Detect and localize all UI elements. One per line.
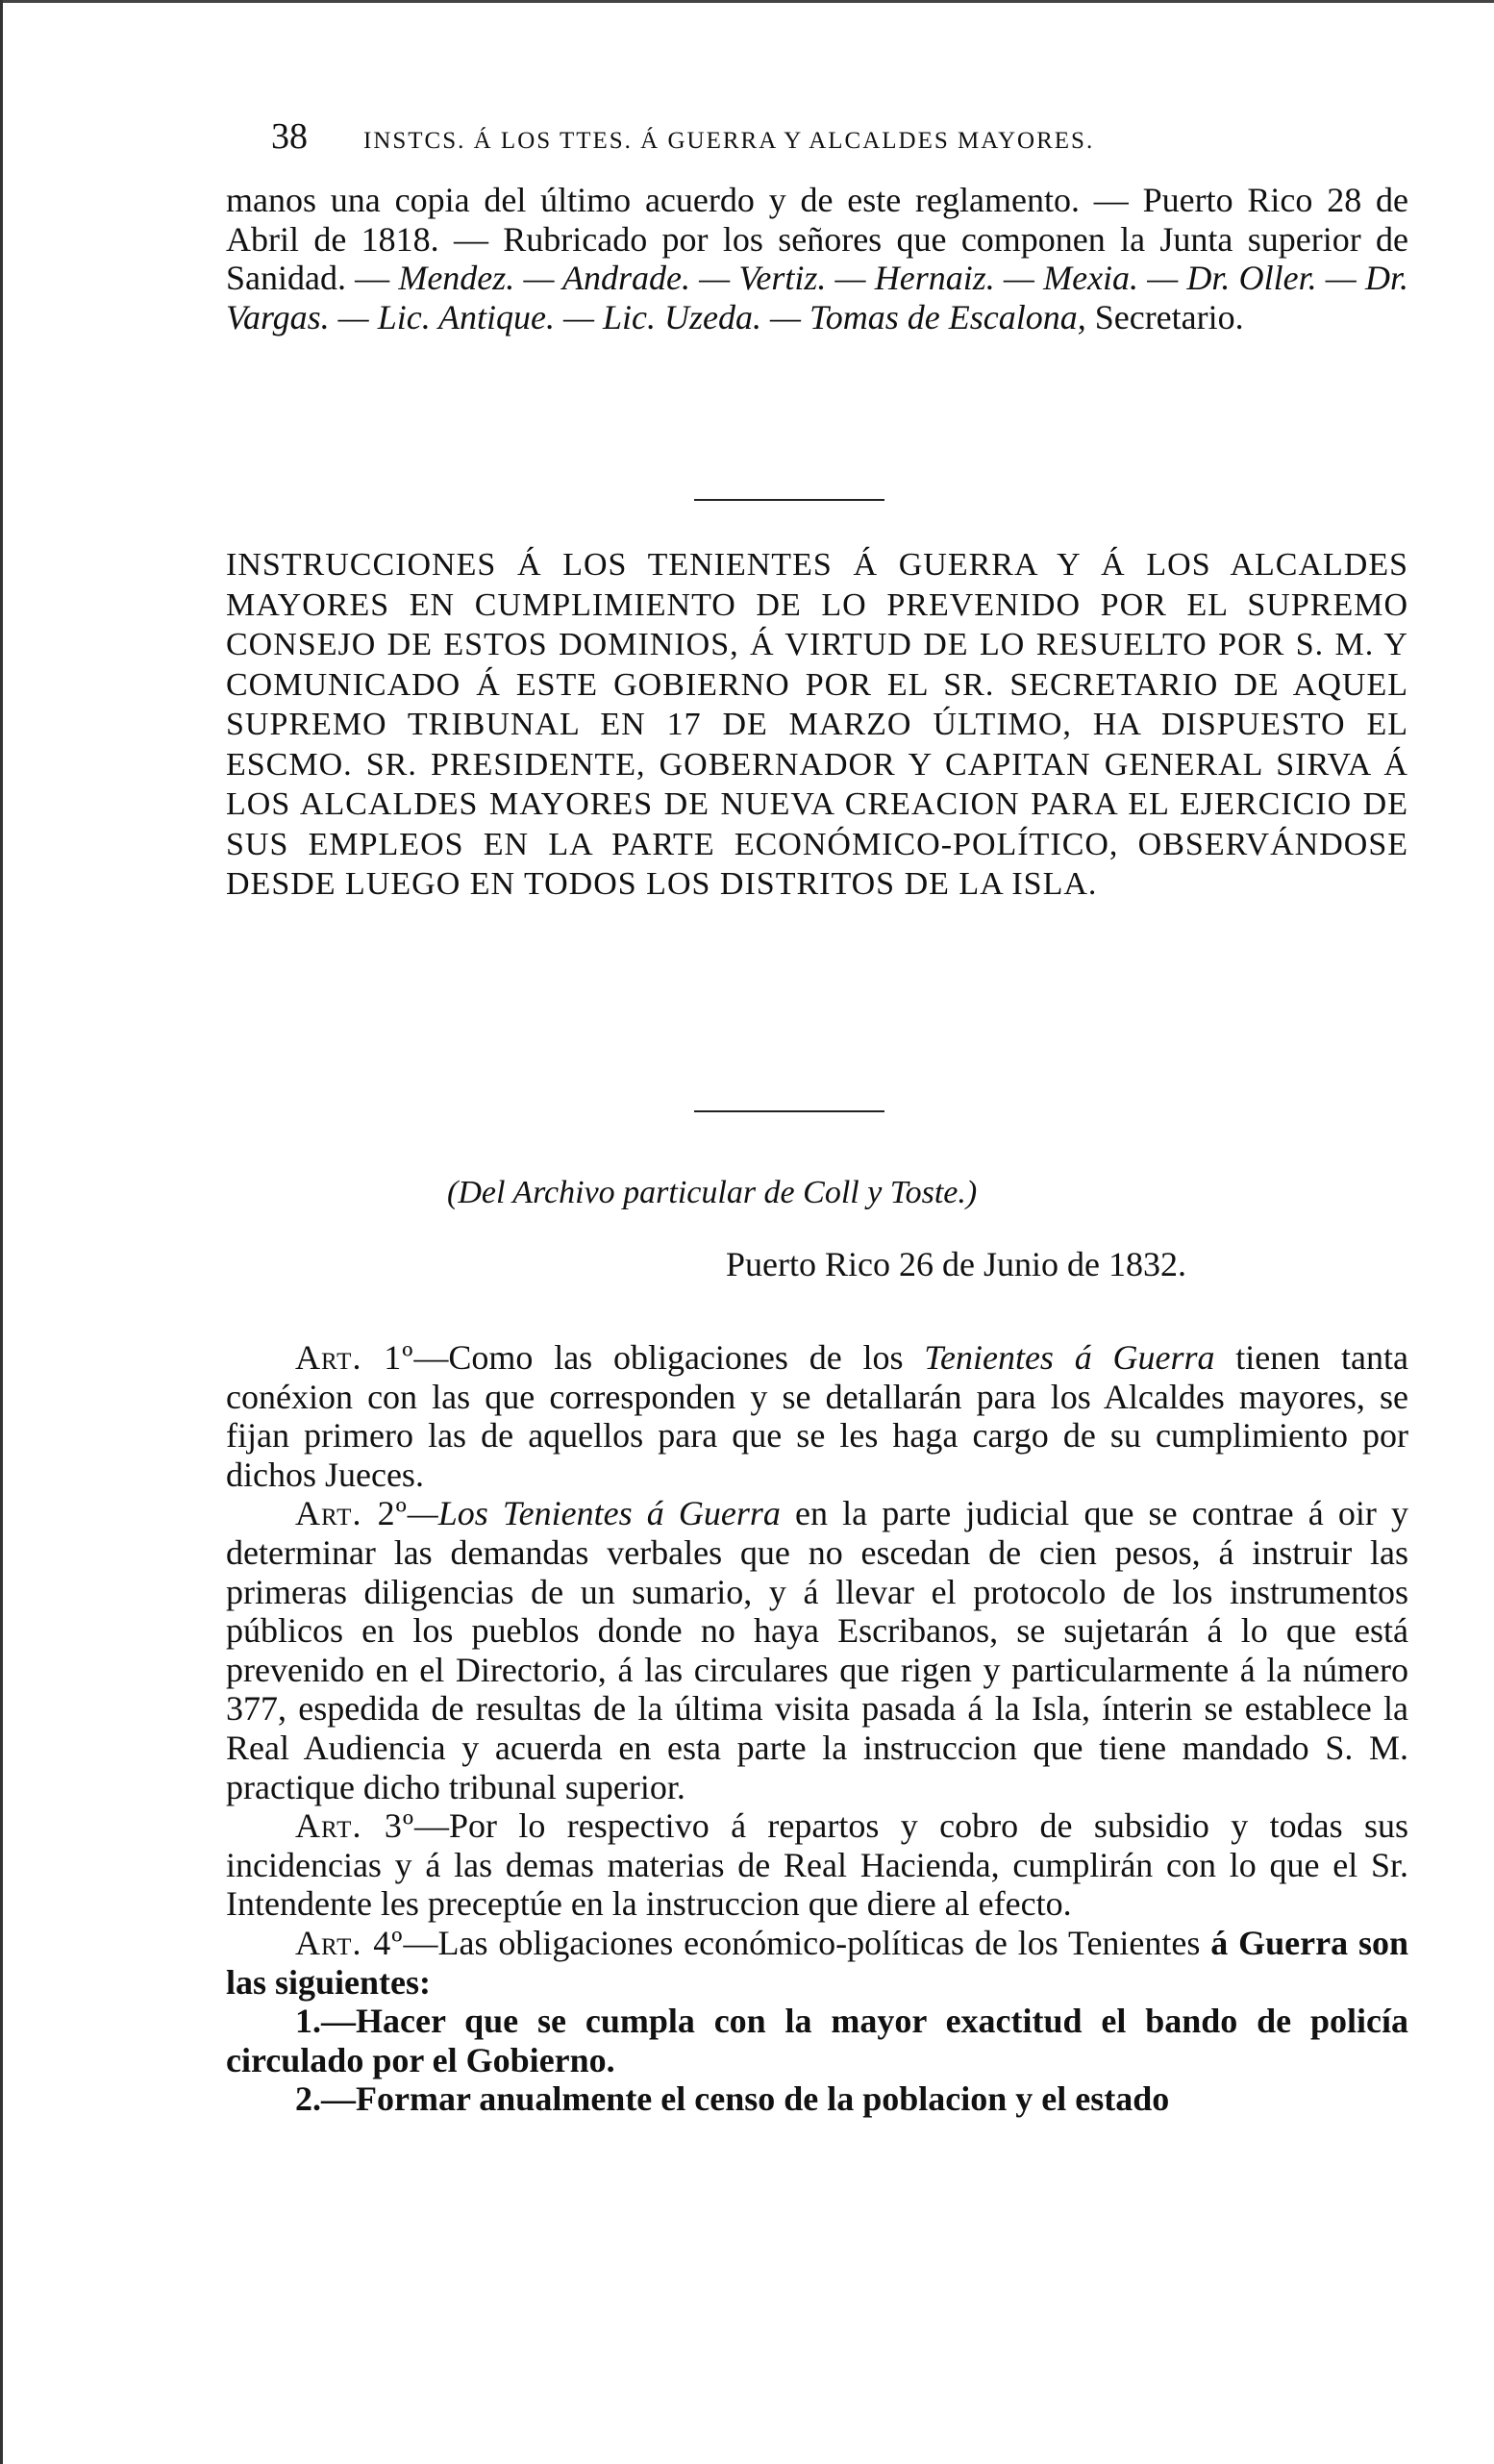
article-4 bbox=[226, 1924, 1408, 2002]
article-2-text: en la parte judicial que se contrae á oir y determinar las demandas verbales que no escedan de cien pesos, á instruir las primeras diligencias de un sumario, y á llevar el protocolo de los instrumentos públicos en los pueblos donde no haya Escribanos, se sujetarán á lo que está prevenido en el Directorio, á las circulares que rigen y particularmente á la número 377, espedida de resultas de la última visita pasada á la Isla, ínterin se establece la Real Audiencia y acuerda en esta parte la instruccion que tiene mandado S. M. practique dicho tribunal superior. bbox=[226, 1494, 1409, 1806]
article-4-bold: á Guerra son las siguientes: bbox=[226, 1923, 1409, 2002]
article-1-text-b: tienen tanta conéxion con las que corresponden y se detallarán para los Alcaldes mayores, se fijan primero las de aquellos para que se les haga cargo de su cumplimiento por dichos Jueces. bbox=[226, 1338, 1408, 1494]
dateline: Puerto Rico 26 de Junio de 1832. bbox=[726, 1245, 1186, 1283]
article-1-label: Art. 1º bbox=[295, 1338, 414, 1377]
article-3 bbox=[226, 1806, 1408, 1924]
page-header bbox=[271, 115, 1406, 158]
list-item-1-text: 1.—Hacer que se cumpla con la mayor exactitud el bando de policía circulado por el Gobierno. bbox=[226, 2002, 1408, 2079]
article-3-text: —Por lo respectivo á repartos y cobro de subsidio y todas sus incidencias y á las demas materias de Real Hacienda, cumplirán con lo que el Sr. Intendente les preceptúe en la instruccion que diere al efecto. bbox=[226, 1806, 1408, 1924]
list-item-2 bbox=[226, 2079, 1408, 2119]
archive-note: (Del Archivo particular de Coll y Toste.) bbox=[447, 1175, 978, 1210]
page-number: 38 bbox=[271, 116, 308, 157]
article-2-italic: —Los Tenientes á Guerra bbox=[407, 1494, 781, 1533]
page-edge-left bbox=[0, 0, 3, 2464]
article-2 bbox=[226, 1494, 1408, 1806]
list-item-2-text: 2.—Formar anualmente el censo de la poblacion y el estado bbox=[295, 2079, 1170, 2119]
closing-secretary: Secretario. bbox=[1094, 297, 1244, 336]
closing-signatures: Mendez. — Andrade. — Vertiz. — Hernaiz. — Mexia. — Dr. Oller. — Dr. Vargas. — Lic. Antique. — Lic. Uzeda. — Tomas de Escalona, bbox=[226, 259, 1408, 336]
article-4-label: Art. 4º bbox=[295, 1923, 404, 1962]
closing-paragraph bbox=[226, 181, 1408, 336]
articles bbox=[226, 1338, 1408, 2119]
closing-text: manos una copia del último acuerdo y de este reglamento. — Puerto Rico 28 de Abril de 1818. — Rubricado por los señores que componen la Junta superior de Sanidad. — bbox=[226, 181, 1408, 297]
section-divider-1 bbox=[694, 499, 884, 501]
running-head: INSTCS. Á LOS TTES. Á GUERRA Y ALCALDES MAYORES. bbox=[363, 128, 1095, 154]
article-3-label: Art. 3º bbox=[295, 1806, 414, 1846]
page-edge-top bbox=[0, 0, 1494, 3]
article-2-label: Art. 2º bbox=[295, 1494, 408, 1533]
article-1 bbox=[226, 1338, 1408, 1494]
section-divider-2 bbox=[694, 1110, 884, 1112]
article-4-text: —Las obligaciones económico-políticas de los Tenientes bbox=[403, 1923, 1211, 1962]
section-title: INSTRUCCIONES Á LOS TENIENTES Á GUERRA Y Á LOS ALCALDES MAYORES EN CUMPLIMIENTO DE LO PREVENIDO POR EL SUPREMO CONSEJO DE ESTOS DOMINIOS, Á VIRTUD DE LO RESUELTO POR S. M. Y COMUNICADO Á ESTE GOBIERNO POR EL SR. SECRETARIO DE AQUEL SUPREMO TRIBUNAL EN 17 DE MARZO ÚLTIMO, HA DISPUESTO EL ESCMO. SR. PRESIDENTE, GOBERNADOR Y CAPITAN GENERAL SIRVA Á LOS ALCALDES MAYORES DE NUEVA CREACION PARA EL EJERCICIO DE SUS EMPLEOS EN LA PARTE ECONÓMICO-POLÍTICO, OBSERVÁNDOSE DESDE LUEGO EN TODOS LOS DISTRITOS DE LA ISLA. bbox=[226, 547, 1408, 902]
list-item-1 bbox=[226, 2002, 1408, 2079]
article-1-text-a: —Como las obligaciones de los bbox=[413, 1338, 925, 1377]
article-1-italic: Tenientes á Guerra bbox=[924, 1338, 1215, 1377]
